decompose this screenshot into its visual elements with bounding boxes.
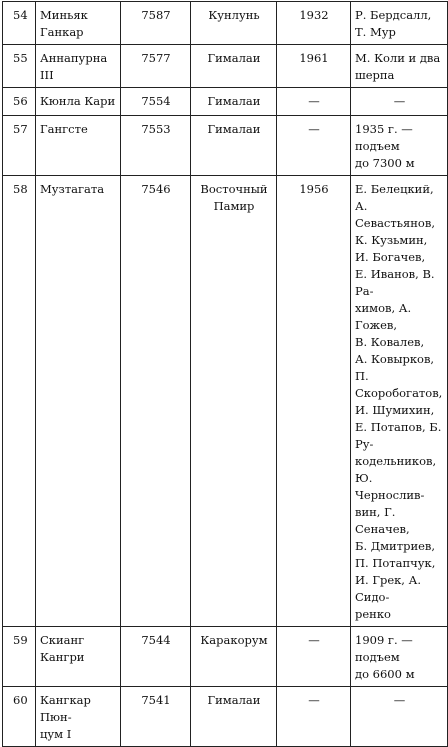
ascent-note bbox=[351, 2, 448, 45]
mountain-region bbox=[191, 45, 277, 88]
ascent-note-line: И. Богачев, bbox=[355, 250, 426, 264]
peak-name bbox=[36, 45, 121, 88]
ascent-note-line: А. Ковырков, bbox=[355, 352, 435, 366]
ascent-note bbox=[351, 45, 448, 88]
mountain-region-line: Каракорум bbox=[200, 633, 268, 647]
ascent-note-line: 1935 г. — подъем bbox=[355, 122, 413, 153]
mountain-region-line: Памир bbox=[213, 199, 255, 213]
ascent-note-line: В. Ковалев, bbox=[355, 335, 425, 349]
table-row bbox=[3, 116, 448, 176]
mountain-region-line: Гималаи bbox=[207, 51, 261, 65]
row-number: 58 bbox=[3, 176, 36, 627]
peak-name bbox=[36, 88, 121, 116]
table-row bbox=[3, 2, 448, 45]
ascent-note-line: М. Коли и два bbox=[355, 51, 441, 65]
ascent-note-line: Т. Мур bbox=[355, 25, 396, 39]
ascent-year: — bbox=[277, 116, 351, 176]
mountain-region bbox=[191, 116, 277, 176]
ascent-note bbox=[351, 176, 448, 627]
table-body bbox=[3, 2, 448, 747]
ascent-note-line: Е. Потапов, Б. Ру- bbox=[355, 420, 442, 451]
ascent-note-line: П. Потапчук, bbox=[355, 556, 436, 570]
peak-name-line: Миньяк Ганкар bbox=[40, 8, 88, 39]
ascent-note-line: до 6600 м bbox=[355, 667, 415, 681]
table-row bbox=[3, 687, 448, 747]
ascent-year: — bbox=[277, 88, 351, 116]
ascent-note-line: Ю. Чернослив- bbox=[355, 471, 425, 502]
row-number: 56 bbox=[3, 88, 36, 116]
ascent-note-line: — bbox=[393, 693, 406, 707]
peak-name bbox=[36, 116, 121, 176]
ascent-note bbox=[351, 627, 448, 687]
ascent-note-line: до 7300 м bbox=[355, 156, 415, 170]
mountain-region-line: Кунлунь bbox=[208, 8, 260, 22]
ascent-year: 1932 bbox=[277, 2, 351, 45]
peak-name bbox=[36, 687, 121, 747]
table-row bbox=[3, 176, 448, 627]
peak-name-line: Кюнла Кари bbox=[40, 94, 116, 108]
table-row bbox=[3, 627, 448, 687]
ascent-year: 1956 bbox=[277, 176, 351, 627]
peak-name bbox=[36, 176, 121, 627]
mountain-region bbox=[191, 2, 277, 45]
table-row bbox=[3, 88, 448, 116]
ascent-note-line: химов, А. Гожев, bbox=[355, 301, 412, 332]
ascent-note-line: И. Грек, А. Сидо- bbox=[355, 573, 421, 604]
ascent-year: — bbox=[277, 627, 351, 687]
peak-height: 7554 bbox=[121, 88, 191, 116]
ascent-note-line: Р. Бердсалл, bbox=[355, 8, 432, 22]
peak-name-line: Аннапурна III bbox=[40, 51, 108, 82]
ascent-note-line: Б. Дмитриев, bbox=[355, 539, 436, 553]
mountain-region bbox=[191, 687, 277, 747]
row-number: 57 bbox=[3, 116, 36, 176]
ascent-note-line: вин, Г. Сеначев, bbox=[355, 505, 410, 536]
mountain-region bbox=[191, 88, 277, 116]
peak-height: 7587 bbox=[121, 2, 191, 45]
ascent-note-line: — bbox=[393, 94, 406, 108]
ascent-note-line: К. Кузьмин, bbox=[355, 233, 428, 247]
peak-height: 7553 bbox=[121, 116, 191, 176]
mountain-region bbox=[191, 176, 277, 627]
mountain-region-line: Гималаи bbox=[207, 122, 261, 136]
peak-height: 7577 bbox=[121, 45, 191, 88]
peak-name-line: Скианг Кангри bbox=[40, 633, 85, 664]
mountain-region-line: Гималаи bbox=[207, 94, 261, 108]
ascent-note-line: ренко bbox=[355, 607, 391, 621]
ascent-note-line: шерпа bbox=[355, 68, 395, 82]
ascent-note-line: Е. Белецкий, bbox=[355, 182, 434, 196]
ascent-note bbox=[351, 116, 448, 176]
ascent-note bbox=[351, 88, 448, 116]
ascent-note-line: И. Шумихин, bbox=[355, 403, 435, 417]
mountain-region bbox=[191, 627, 277, 687]
row-number: 59 bbox=[3, 627, 36, 687]
ascent-note-line: П. Скоробогатов, bbox=[355, 369, 443, 400]
peak-name-line: Гангсте bbox=[40, 122, 88, 136]
peak-name-line: Музтагата bbox=[40, 182, 105, 196]
ascent-year: 1961 bbox=[277, 45, 351, 88]
peak-name-line: Кангкар Пюн- bbox=[40, 693, 91, 724]
peak-name bbox=[36, 627, 121, 687]
ascent-note-line: 1909 г. — подъем bbox=[355, 633, 413, 664]
peak-height: 7544 bbox=[121, 627, 191, 687]
row-number: 54 bbox=[3, 2, 36, 45]
ascent-year: — bbox=[277, 687, 351, 747]
ascent-note-line: Е. Иванов, В. Ра- bbox=[355, 267, 435, 298]
peak-name bbox=[36, 2, 121, 45]
ascent-note-line: А. Севастьянов, bbox=[355, 199, 435, 230]
ascent-note bbox=[351, 687, 448, 747]
mountain-region-line: Восточный bbox=[200, 182, 268, 196]
row-number: 60 bbox=[3, 687, 36, 747]
mountain-region-line: Гималаи bbox=[207, 693, 261, 707]
peak-height: 7546 bbox=[121, 176, 191, 627]
peaks-table bbox=[2, 1, 448, 747]
peak-height: 7541 bbox=[121, 687, 191, 747]
ascent-note-line: кодельников, bbox=[355, 454, 437, 468]
table-row bbox=[3, 45, 448, 88]
peak-name-line: цум I bbox=[40, 727, 72, 741]
row-number: 55 bbox=[3, 45, 36, 88]
